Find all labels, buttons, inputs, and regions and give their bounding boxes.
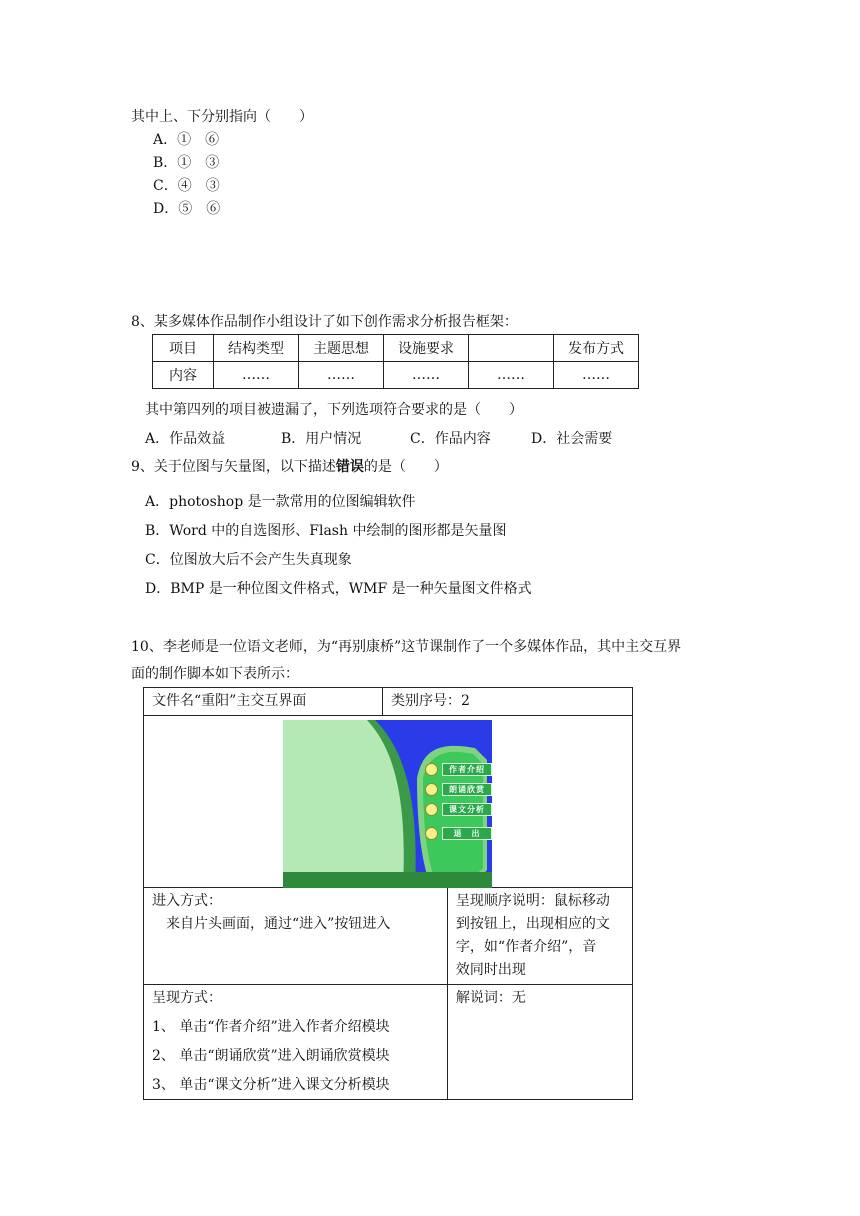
q10-stem-line2: 面的制作脚本如下表所示： <box>131 666 299 682</box>
table-row <box>144 888 633 985</box>
table-row <box>144 985 633 1100</box>
table-row <box>144 716 633 888</box>
q7-option-c: C．④ ③ <box>153 178 220 194</box>
present-label: 呈现方式： <box>152 990 222 1006</box>
present-item: 2、 单击“朗诵欣赏”进入朗诵欣赏模块 <box>152 1048 390 1064</box>
q9-stem-after: 的是（ ） <box>363 459 448 475</box>
table-row <box>153 335 639 362</box>
author-intro-label: 作者介绍 <box>442 763 492 776</box>
q9-stem-bold: 错误 <box>335 459 364 475</box>
q10-stem-line1: 10、李老师是一位语文老师，为“再别康桥”这节课制作了一个多媒体作品，其中主交互界 <box>131 639 682 655</box>
text-analysis-button[interactable] <box>425 803 492 816</box>
interface-screenshot <box>283 720 492 888</box>
exit-label: 退 出 <box>442 827 492 840</box>
order-line: 效同时出现 <box>455 962 526 978</box>
order-cell <box>447 888 632 985</box>
entry-label: 进入方式： <box>152 893 222 909</box>
recitation-circle-icon <box>425 783 438 796</box>
q8-option-b: B．用户情况 <box>281 431 362 447</box>
exit-button[interactable] <box>425 827 492 840</box>
q9-option-d: D．BMP 是一种位图文件格式，WMF 是一种矢量图文件格式 <box>145 581 532 597</box>
entry-cell <box>144 888 448 985</box>
text-analysis-label: 课文分析 <box>442 803 492 816</box>
exit-circle-icon <box>425 827 438 840</box>
recitation-label: 朗诵欣赏 <box>442 783 492 796</box>
table-cell-blank <box>469 335 554 362</box>
table-cell: 内容 <box>153 362 214 389</box>
table-cell: …… <box>214 362 299 389</box>
order-line: 呈现顺序说明：鼠标移动 <box>455 893 610 909</box>
narration-cell: 解说词：无 <box>447 985 632 1100</box>
q9-option-b: B．Word 中的自选图形、Flash 中绘制的图形都是矢量图 <box>145 523 507 539</box>
table-cell: …… <box>299 362 384 389</box>
text-analysis-circle-icon <box>425 803 438 816</box>
q9-option-c: C．位图放大后不会产生失真现象 <box>145 552 352 568</box>
present-cell <box>144 985 448 1100</box>
present-item: 3、 单击“课文分析”进入课文分析模块 <box>152 1077 390 1093</box>
q8-stem: 8、某多媒体作品制作小组设计了如下创作需求分析报告框架： <box>131 314 518 330</box>
table-cell: …… <box>554 362 639 389</box>
q7-option-b: B．① ③ <box>153 155 220 171</box>
order-line: 到按钮上，出现相应的文 <box>455 916 610 932</box>
q8-option-d: D．社会需要 <box>531 431 613 447</box>
q7-option-a: A．① ⑥ <box>153 132 220 148</box>
q9-stem-before: 9、关于位图与矢量图，以下描述 <box>131 459 336 475</box>
present-item: 1、 单击“作者介绍”进入作者介绍模块 <box>152 1019 390 1035</box>
filename-cell: 文件名“重阳”主交互界面 <box>144 688 383 716</box>
table-row <box>153 362 639 389</box>
q8-note: 其中第四列的项目被遗漏了，下列选项符合要求的是（ ） <box>145 402 523 418</box>
table-cell: …… <box>469 362 554 389</box>
author-intro-button[interactable] <box>425 763 492 776</box>
q8-option-a: A．作品效益 <box>145 431 226 447</box>
q7-stem: 其中上、下分别指向（ ） <box>131 109 313 125</box>
recitation-button[interactable] <box>425 783 492 796</box>
table-cell: 发布方式 <box>554 335 639 362</box>
table-cell: 项目 <box>153 335 214 362</box>
order-line: 字，如“作者介绍”，音 <box>455 939 597 955</box>
category-cell: 类别序号：2 <box>383 688 633 716</box>
author-intro-circle-icon <box>425 763 438 776</box>
q8-table <box>152 334 639 389</box>
table-cell: 结构类型 <box>214 335 299 362</box>
table-cell: …… <box>384 362 469 389</box>
screenshot-cell <box>144 716 633 888</box>
q7-option-d: D．⑤ ⑥ <box>153 201 221 217</box>
entry-text: 来自片头画面，通过“进入”按钮进入 <box>166 916 391 932</box>
q9-option-a: A．photoshop 是一款常用的位图编辑软件 <box>145 494 416 510</box>
table-cell: 设施要求 <box>384 335 469 362</box>
q10-script-table <box>143 687 633 1100</box>
table-cell: 主题思想 <box>299 335 384 362</box>
q9-stem <box>131 457 448 477</box>
table-row <box>144 688 633 716</box>
q8-option-c: C．作品内容 <box>410 431 491 447</box>
